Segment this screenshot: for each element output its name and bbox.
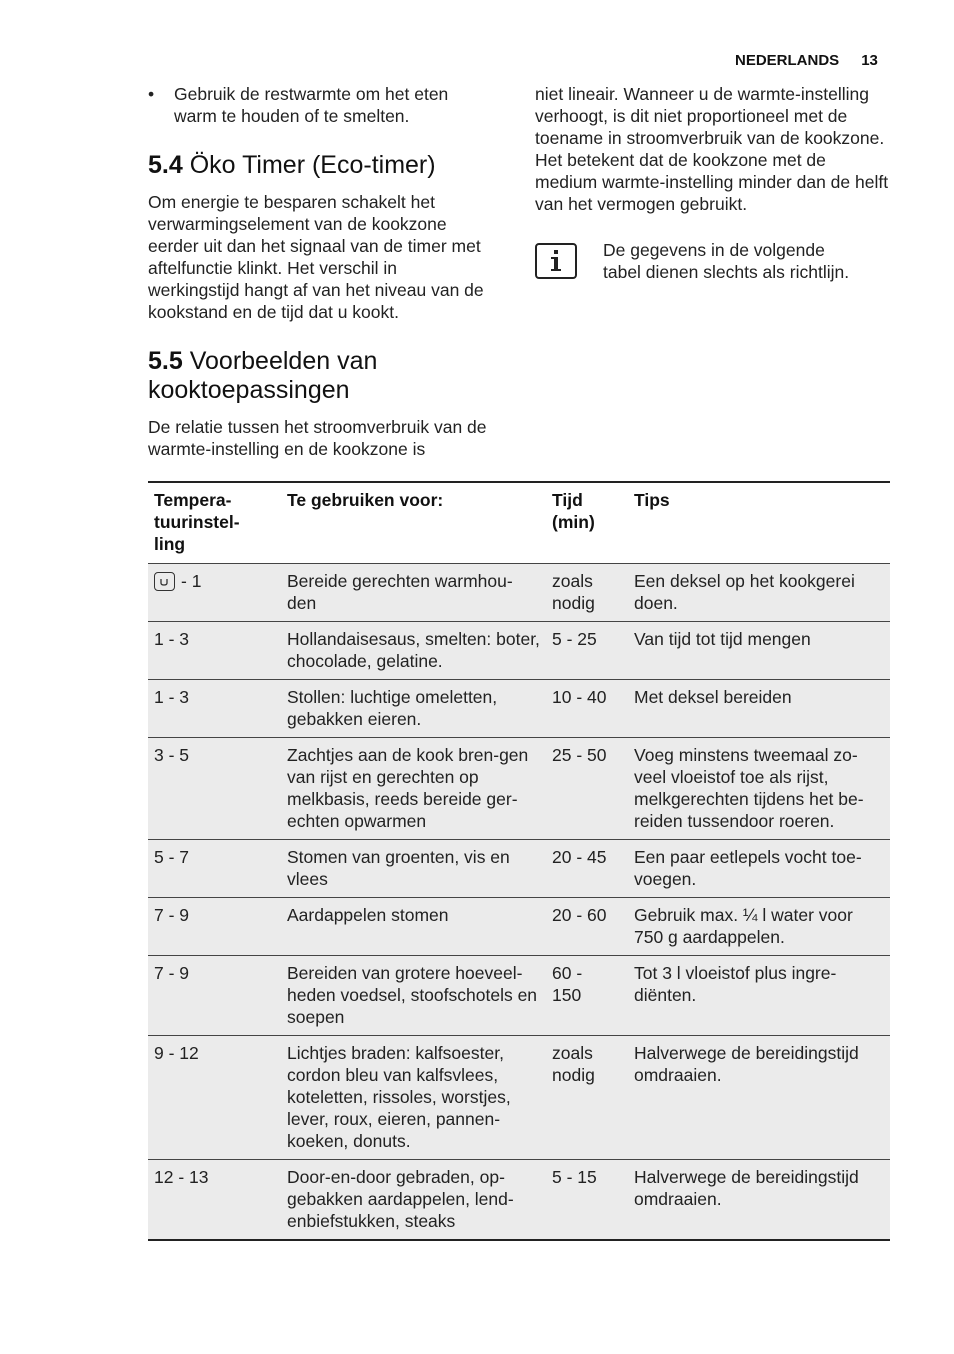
- cell-time: 20 - 45: [552, 847, 607, 867]
- cell-temp: 12 - 13: [154, 1167, 209, 1187]
- cell-tips: Van tijd tot tijd mengen: [634, 629, 811, 649]
- right-column: [535, 83, 890, 283]
- cell-time: 5 - 15: [552, 1167, 597, 1187]
- cell-use: Door-en-door gebraden, op-gebakken aardappelen, lend-enbiefstukken, steaks: [287, 1167, 514, 1231]
- section-title: Öko Timer (Eco-timer): [189, 151, 436, 179]
- time-value: 60 - 150: [552, 963, 583, 1005]
- cell-time: [546, 956, 628, 1036]
- header-label: Tijd (min): [552, 490, 595, 532]
- info-note: [535, 239, 890, 283]
- cell-tips: Halverwege de bereidingstijd omdraaien.: [634, 1167, 859, 1209]
- time-value: zoals nodig: [552, 571, 595, 613]
- cell-temp: 1 - 3: [154, 687, 190, 707]
- cell-temp: 3 - 5: [154, 745, 190, 765]
- cell-use: Stollen: luchtige omeletten, gebakken eieren.: [287, 687, 498, 729]
- cell-temp: 1 - 3: [154, 629, 190, 649]
- page-number: 13: [861, 52, 878, 69]
- cell-tips: Tot 3 l vloeistof plus ingre-diënten.: [634, 963, 837, 1005]
- table-row: [148, 898, 890, 956]
- note-text: De gegevens in de volgende tabel dienen slechts als richtlijn.: [603, 240, 850, 282]
- bullet-list: [148, 83, 493, 127]
- table-row: [148, 1160, 890, 1241]
- cell-use: Stomen van groenten, vis en vlees: [287, 847, 510, 889]
- cell-tips: Met deksel bereiden: [634, 687, 792, 707]
- cell-use: Bereiden van grotere hoeveel-heden voedsel, stoofschotels en soepen: [287, 963, 538, 1027]
- paragraph-eco-timer: Om energie te besparen schakelt het verwarmingselement van de kookzone eerder uit dan het signaal van de timer met aftelfunctie klinkt. Het verschil in werkingstijd hangt af van het niveau van de kookstand en de tijd dat u kookt.: [148, 192, 484, 322]
- header-label: Tempera-tuurinstel-ling: [154, 490, 240, 554]
- cell-temp: 9 - 12: [154, 1043, 199, 1063]
- time-value: zoals nodig: [552, 1043, 595, 1085]
- cell-use: Aardappelen stomen: [287, 905, 449, 925]
- cell-use: Hollandaisesaus, smelten: boter, chocolade, gelatine.: [287, 629, 540, 671]
- section-number: 5.5: [148, 347, 183, 375]
- table-header-row: [148, 482, 890, 564]
- header-temperature: [148, 482, 281, 564]
- cell-time: 5 - 25: [552, 629, 597, 649]
- cell-time: [546, 1036, 628, 1160]
- cell-temp: 5 - 7: [154, 847, 190, 867]
- table-row: [148, 1036, 890, 1160]
- cell-tips: Halverwege de bereidingstijd omdraaien.: [634, 1043, 859, 1085]
- table-row: [148, 956, 890, 1036]
- cell-tips: Een paar eetlepels vocht toe-voegen.: [634, 847, 862, 889]
- table-row: [148, 840, 890, 898]
- paragraph-continued: niet lineair. Wanneer u de warmte-instelling verhoogt, is dit niet proportioneel met de toename in stroomverbruik van de kookzone. Het betekent dat de kookzone met de medium warmte-instelling minder dan de helft van het vermogen gebruikt.: [535, 84, 889, 214]
- cell-tips: Voeg minstens tweemaal zo-veel vloeistof toe als rijst, melkgerechten tijdens het be-reiden tussendoor roeren.: [634, 745, 864, 831]
- cell-temp: 7 - 9: [154, 963, 190, 983]
- table-row: [148, 622, 890, 680]
- header-language: NEDERLANDS: [735, 52, 840, 69]
- section-number: 5.4: [148, 151, 183, 179]
- header-use: Te gebruiken voor:: [281, 482, 546, 564]
- keep-warm-icon: [154, 572, 175, 591]
- table-row: [148, 738, 890, 840]
- cell-use: Zachtjes aan de kook bren-gen van rijst en gerechten op melkbasis, reeds bereide ger-echten opwarmen: [287, 745, 529, 831]
- cell-time: [546, 564, 628, 622]
- cell-tips: Een deksel op het kookgerei doen.: [634, 571, 855, 613]
- info-icon: [535, 243, 577, 279]
- cell-time: 25 - 50: [552, 745, 607, 765]
- paragraph-cooking-examples: De relatie tussen het stroomverbruik van de warmte-instelling en de kookzone is: [148, 417, 487, 459]
- bullet-item: • Gebruik de restwarmte om het eten warm te houden of te smelten.: [148, 83, 493, 127]
- cell-time: 20 - 60: [552, 905, 607, 925]
- cooking-table: [148, 481, 890, 1241]
- cell-temp: 7 - 9: [154, 905, 190, 925]
- cell-use: Lichtjes braden: kalfsoester, cordon bleu van kalfsvlees, koteletten, rissoles, worstjes, lever, roux, eieren, pannen-koeken, donuts.: [287, 1043, 511, 1151]
- cell-use: Bereide gerechten warmhou-den: [287, 571, 513, 613]
- table-row: [148, 680, 890, 738]
- section-heading-5-5: [148, 347, 493, 405]
- left-column: [148, 83, 493, 460]
- temp-value: - 1: [181, 571, 202, 591]
- page-header: [735, 50, 878, 72]
- header-tips: Tips: [628, 482, 890, 564]
- table-row: [148, 564, 890, 622]
- cell-temp: [148, 564, 281, 622]
- cell-time: 10 - 40: [552, 687, 607, 707]
- section-heading-5-4: [148, 151, 493, 180]
- header-time: [546, 482, 628, 564]
- section-title: Voorbeelden van kooktoepassingen: [148, 347, 378, 404]
- cell-tips: Gebruik max. ¼ l water voor 750 g aardappelen.: [634, 905, 853, 947]
